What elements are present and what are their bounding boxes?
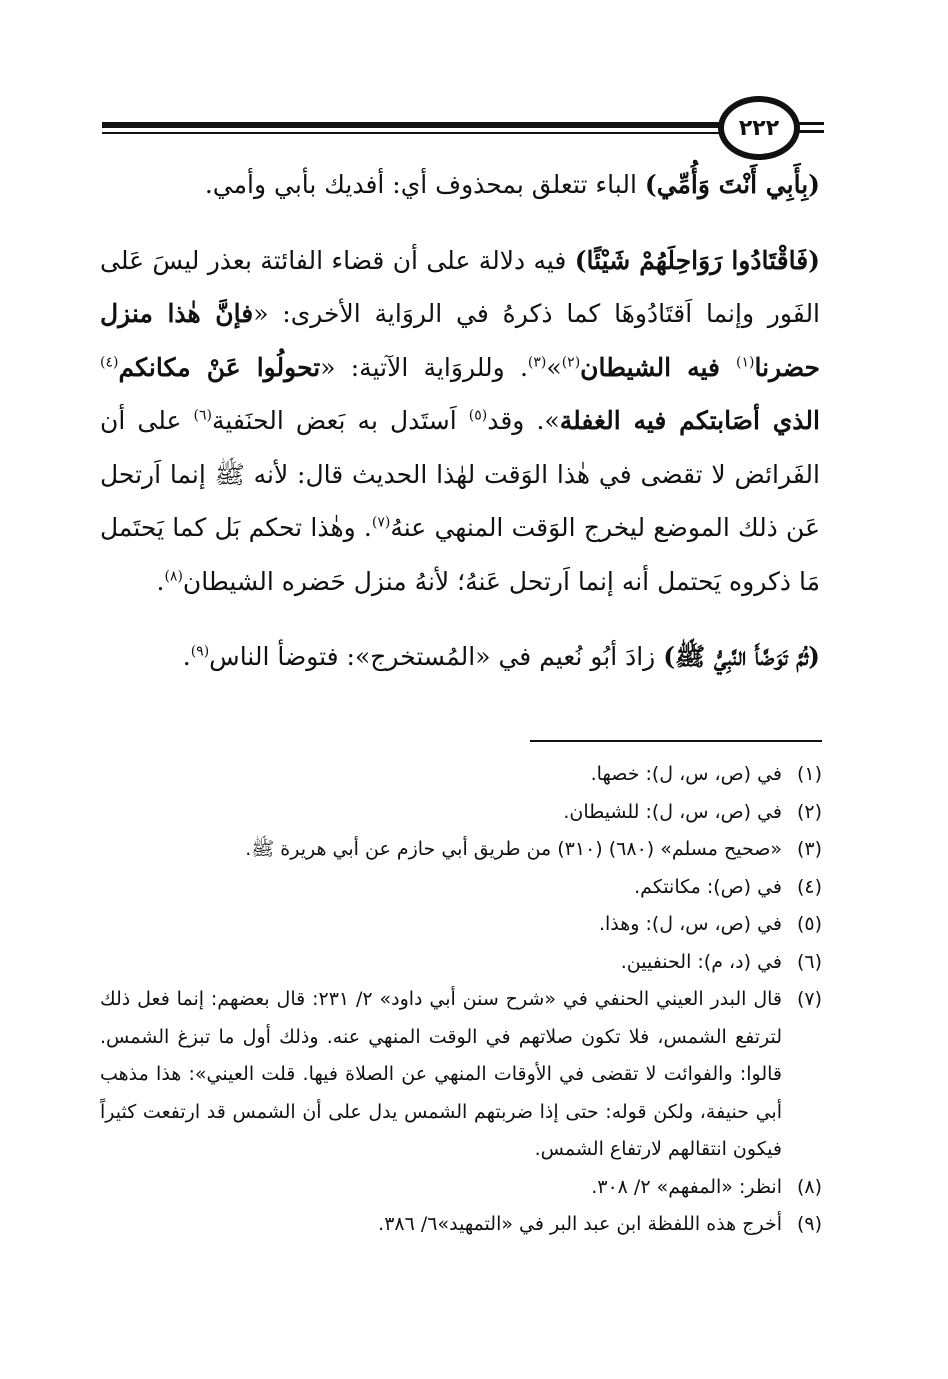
commentary-text: ». وقد (487, 406, 560, 435)
footnote-item (100, 1206, 822, 1244)
commentary-text: اَستَدل به بَعض الحنَفية (211, 406, 469, 435)
footnote-item (100, 906, 822, 944)
footnote-text: في (ص): مكانتكم. (634, 875, 782, 898)
footnote-ref-8[interactable]: (٨) (164, 568, 183, 585)
commentary-text: الباء تتعلق بمحذوف أي: أفديك بأبي وأمي. (204, 170, 645, 199)
footnote-item (100, 981, 822, 1169)
footnote-item (100, 794, 822, 832)
footnote-separator (530, 740, 822, 742)
commentary-text: على أن الفَرائض لا تقضى في هٰذا الوَقت لهٰذا الحديث قال: لأنه ﷺ إنما اَرتحل عَن ذلك الموضع ليخرج الوَقت المنهي عنهُ (100, 406, 821, 542)
footnote-text: في (د، م): الحنفيين. (620, 950, 782, 973)
footnote-number: (٦) (796, 950, 822, 973)
main-text (100, 158, 820, 684)
footnote-number: (١) (796, 763, 822, 785)
quote-text: فيه الشيطان (580, 352, 737, 382)
footnote-number: (٧) (796, 988, 822, 1010)
hadith-phrase: (فَاقْتَادُوا رَوَاحِلَهُمْ شَيْئًا) (574, 245, 820, 275)
footnote-item (100, 831, 822, 869)
commentary-text: . وهٰذا تحكم بَل كما يَحتَمل مَا ذكروه يَحتمل أنه إنما اَرتحل عَنهُ؛ لأنهُ منزل حَضره الشيطان (100, 513, 820, 596)
footnote-text: انظر: «المفهم» ٢/ ٣٠٨. (591, 1175, 782, 1198)
footnote-ref-6[interactable]: (٦) (193, 407, 212, 424)
page-number: ٢٢٢ (718, 96, 800, 160)
footnote-ref-5[interactable]: (٥) (468, 407, 488, 424)
footnote-item (100, 869, 822, 907)
footnote-item (100, 756, 822, 794)
paragraph-3 (100, 630, 820, 684)
paragraph-1 (100, 158, 820, 212)
commentary-text: فيه دلالة على أن قضاء الفائتة بعذر ليسَ عَلى الفَور وإنما اَقتَادُوهَا كما ذكرهُ في الروَاية الأخرى: « (100, 245, 821, 328)
header-rule-thin (102, 132, 722, 134)
commentary-text: . (182, 642, 191, 671)
hadith-phrase: (بِأَبِي أَنْتَ وَأُمِّي) (644, 170, 820, 199)
quote-text: فإنَّ هٰذا منزل حضرنا (100, 299, 820, 382)
footnote-item (100, 944, 822, 982)
commentary-text: . وللروَاية الآتية: « (320, 352, 528, 382)
footnote-text: في (ص، س، ل): خصها. (590, 763, 782, 785)
footnote-ref-3[interactable]: (٣) (527, 354, 547, 371)
footnote-ref-4[interactable]: (٤) (100, 354, 119, 371)
paragraph-2 (100, 234, 820, 609)
footnote-ref-7[interactable]: (٧) (371, 514, 391, 531)
quote-text: تحولُوا عَنْ مكانكم (118, 352, 321, 382)
footnote-number: (٣) (796, 838, 822, 860)
footnote-text: أخرج هذه اللفظة ابن عبد البر في «التمهيد»٦/ ٣٨٦. (378, 1213, 782, 1235)
footnote-ref-1[interactable]: (١) (736, 354, 755, 371)
commentary-text: » (546, 352, 562, 382)
footnote-number: (٩) (796, 1213, 822, 1235)
quote-text: الذي أصَابتكم فيه الغفلة (559, 406, 820, 435)
footnotes (100, 756, 822, 1244)
footnote-number: (٨) (796, 1175, 822, 1198)
commentary-text: زادَ أبُو نُعيم في «المُستخرج»: فتوضأ الناس (209, 642, 664, 671)
commentary-text: . (156, 566, 165, 596)
footnote-text: في (ص، س، ل): للشيطان. (563, 800, 782, 823)
footnote-ref-9[interactable]: (٩) (190, 643, 210, 660)
header-rule-right-top (796, 122, 824, 125)
footnote-ref-2[interactable]: (٢) (561, 354, 581, 371)
footnote-number: (٤) (796, 875, 822, 898)
footnote-item (100, 1169, 822, 1207)
footnote-text: في (ص، س، ل): وهذا. (598, 913, 782, 935)
header-rule-right-bottom (796, 130, 824, 133)
header-rule-thick (102, 122, 722, 128)
footnote-number: (٥) (796, 913, 822, 935)
hadith-phrase: (ثُمَّ تَوَضَّأَ النَّبِيُّ ﷺ) (663, 642, 820, 671)
footnote-number: (٢) (796, 800, 822, 823)
footnote-text: قال البدر العيني الحنفي في «شرح سنن أبي داود» ٢/ ٢٣١: قال بعضهم: إنما فعل ذلك لترتفع الشمس، فلا تكون صلاتهم في الوقت المنهي عنه. وذلك أول ما تبزغ الشمس. قالوا: والفوائت لا تقضى في الأوقات المنهي عن الصلاة فيها. قلت العيني»: هذا مذهب أبي حنيفة، ولكن قوله: حتى إذا ضربتهم الشمس يدل على أن الشمس قد ارتفعت كثيراً فيكون انتقالهم لارتفاع الشمس. (100, 988, 782, 1160)
footnote-text: «صحيح مسلم» (٦٨٠) (٣١٠) من طريق أبي حازم عن أبي هريرة ﷺ. (245, 838, 782, 860)
